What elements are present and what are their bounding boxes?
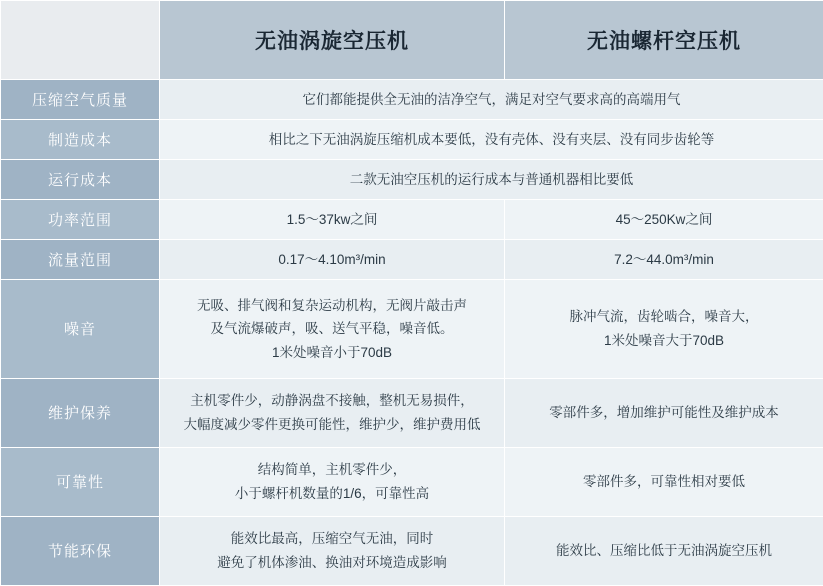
cell-text-line: 7.2～44.0m³/min [614,252,714,268]
row-label: 运行成本 [1,160,160,200]
row-cell-col1 [160,240,505,280]
cell-text-line: 0.17～4.10m³/min [278,252,386,268]
table-row [1,378,823,447]
cell-text-line: 避免了机体渗油、换油对环境造成影响 [217,554,447,570]
cell-text-line: 零部件多，可靠性相对要低 [583,473,745,489]
row-merged-cell [160,120,823,160]
row-cell-col2 [505,280,823,378]
row-merged-cell [160,80,823,120]
table-row [1,447,823,516]
row-cell-col1 [160,200,505,240]
row-label: 制造成本 [1,120,160,160]
cell-text-line: 相比之下无油涡旋压缩机成本要低，没有壳体、没有夹层、没有同步齿轮等 [268,131,715,147]
cell-text-line: 它们都能提供全无油的洁净空气，满足对空气要求高的高端用气 [302,91,681,107]
cell-text-line: 能效比、压缩比低于无油涡旋空压机 [556,543,772,559]
header-col1: 无油涡旋空压机 [160,1,505,80]
cell-text-line: 大幅度减少零件更换可能性，维护少，维护费用低 [183,416,481,432]
row-cell-col1 [160,447,505,516]
header-col2: 无油螺杆空压机 [505,1,823,80]
cell-text-line: 二款无油空压机的运行成本与普通机器相比要低 [349,171,634,187]
cell-text-line: 1米处噪音大于70dB [603,332,725,348]
row-cell-col2 [505,240,823,280]
row-cell-col2 [505,378,823,447]
row-label: 节能环保 [1,516,160,585]
table-header-row [1,1,823,80]
table-row [1,280,823,378]
cell-text-line: 零部件多，增加维护可能性及维护成本 [549,404,779,420]
table-row [1,240,823,280]
cell-text-line: 结构简单，主机零件少， [257,462,407,478]
cell-text-line: 1米处噪音小于70dB [271,344,393,360]
row-label: 压缩空气质量 [1,80,160,120]
row-label: 可靠性 [1,447,160,516]
table-row [1,200,823,240]
row-cell-col2 [505,516,823,585]
cell-text-line: 小于螺杆机数量的1/6，可靠性高 [234,485,430,501]
cell-text-line: 主机零件少，动静涡盘不接触，整机无易损件， [190,392,474,408]
row-cell-col2 [505,447,823,516]
row-label: 维护保养 [1,378,160,447]
row-cell-col2 [505,200,823,240]
cell-text-line: 45～250Kw之间 [615,211,713,227]
row-label: 功率范围 [1,200,160,240]
row-label: 流量范围 [1,240,160,280]
table-row [1,516,823,585]
cell-text-line: 1.5～37kw之间 [286,211,378,227]
row-label: 噪音 [1,280,160,378]
row-merged-cell [160,160,823,200]
table-row [1,80,823,120]
row-cell-col1 [160,378,505,447]
cell-text-line: 及气流爆破声，吸、送气平稳，噪音低。 [210,321,454,337]
row-cell-col1 [160,516,505,585]
header-corner-cell [1,1,160,80]
table-row [1,160,823,200]
table-row [1,120,823,160]
cell-text-line: 能效比最高，压缩空气无油，同时 [230,531,434,547]
row-cell-col1 [160,280,505,378]
cell-text-line: 无吸、排气阀和复杂运动机构，无阀片敲击声 [197,297,467,313]
cell-text-line: 脉冲气流，齿轮啮合，噪音大， [569,309,759,325]
